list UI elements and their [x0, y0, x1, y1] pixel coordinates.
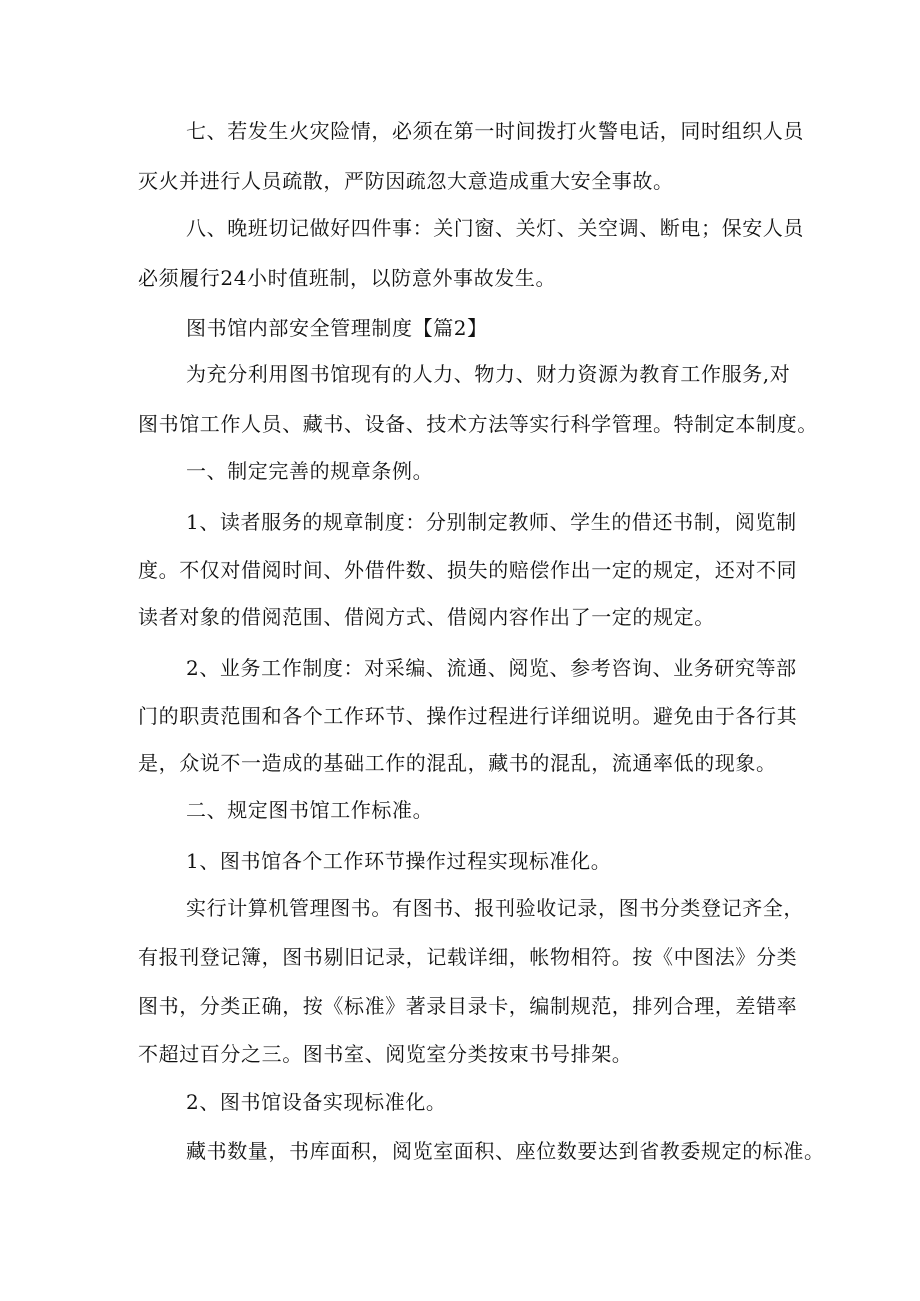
text-line: 度。不仅对借阅时间、外借件数、损失的赔偿作出一定的规定，还对不同 — [138, 558, 798, 582]
text-line: 不超过百分之三。图书室、阅览室分类按束书号排架。 — [138, 1042, 633, 1066]
text-line: 有报刊登记簿，图书剔旧记录，记载详细，帐物相符。按《中图法》分类 — [138, 945, 798, 969]
text-line: 必须履行24小时值班制，以防意外事故发生。 — [138, 266, 557, 290]
text-line: 1、读者服务的规章制度：分别制定教师、学生的借还书制，阅览制 — [186, 510, 797, 534]
text-line: 2、图书馆设备实现标准化。 — [186, 1090, 447, 1114]
text-line: 七、若发生火灾险情，必须在第一时间拨打火警电话，同时组织人员 — [186, 119, 804, 143]
text-line: 2、业务工作制度：对采编、流通、阅览、参考咨询、业务研究等部 — [186, 656, 797, 680]
text-line: 1、图书馆各个工作环节操作过程实现标准化。 — [186, 849, 612, 873]
text-line: 灭火并进行人员疏散，严防因疏忽大意造成重大安全事故。 — [138, 169, 674, 193]
text-line: 读者对象的借阅范围、借阅方式、借阅内容作出了一定的规定。 — [138, 605, 715, 629]
text-line: 是，众说不一造成的基础工作的混乱，藏书的混乱，流通率低的现象。 — [138, 751, 777, 775]
section-title: 图书馆内部安全管理制度【篇2】 — [186, 316, 488, 340]
text-line: 门的职责范围和各个工作环节、操作过程进行详细说明。避免由于各行其 — [138, 704, 798, 728]
section-heading: 一、制定完善的规章条例。 — [186, 459, 434, 483]
text-line: 八、晚班切记做好四件事：关门窗、关灯、关空调、断电；保安人员 — [186, 216, 804, 240]
text-line: 图书馆工作人员、藏书、设备、技术方法等实行科学管理。特制定本制度。 — [138, 412, 818, 436]
text-line: 图书，分类正确，按《标准》著录目录卡，编制规范，排列合理，差错率 — [138, 994, 798, 1018]
section-heading: 二、规定图书馆工作标准。 — [186, 798, 434, 822]
text-line: 为充分利用图书馆现有的人力、物力、财力资源为教育工作服务,对 — [186, 362, 791, 386]
text-line: 实行计算机管理图书。有图书、报刊验收记录，图书分类登记齐全， — [186, 896, 804, 920]
text-line: 藏书数量，书库面积，阅览室面积、座位数要达到省教委规定的标准。 — [186, 1139, 825, 1163]
